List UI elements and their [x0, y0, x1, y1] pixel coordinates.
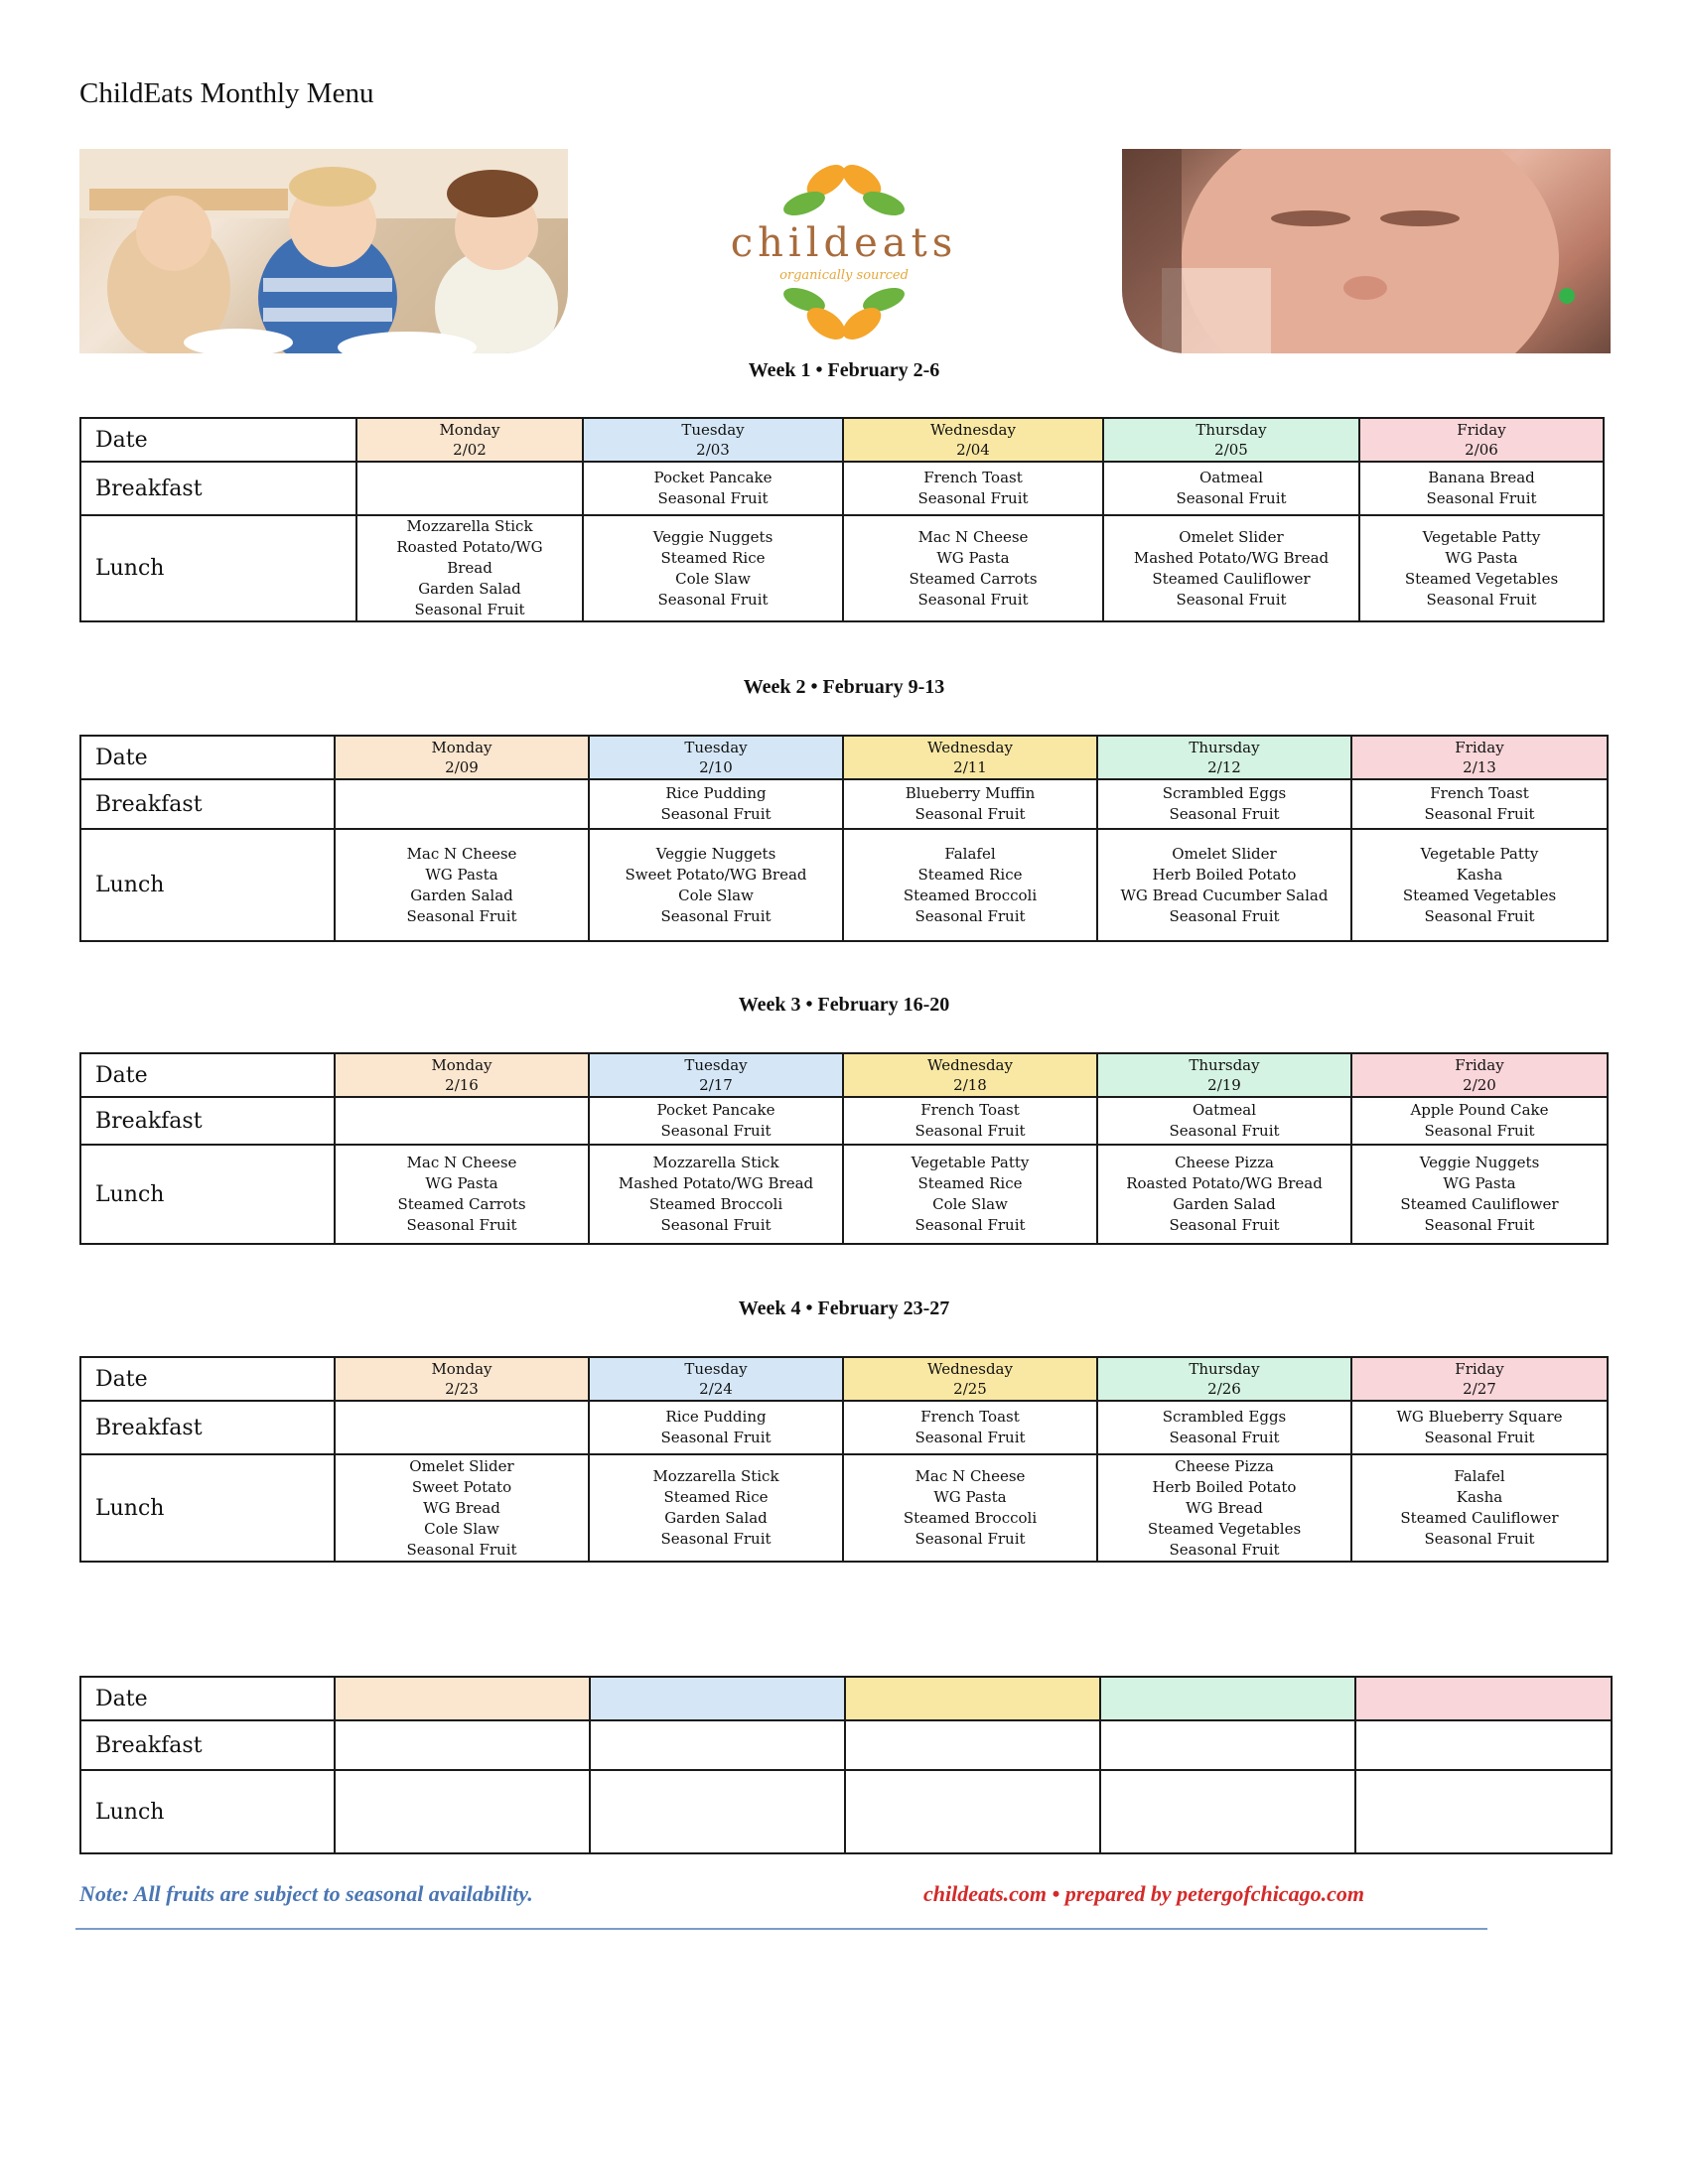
menu-item: Steamed Rice — [917, 865, 1023, 884]
menu-item: Steamed Vegetables — [1147, 1519, 1302, 1538]
day-date: 2/20 — [1463, 1076, 1496, 1094]
breakfast-cell-thursday — [1097, 1097, 1351, 1145]
menu-item: Steamed Cauliflower — [1400, 1195, 1559, 1213]
menu-item: WG Pasta — [425, 865, 498, 884]
week-3-title: Week 3 • February 16-20 — [738, 994, 950, 1016]
menu-item: Seasonal Fruit — [1424, 805, 1535, 823]
menu-item: Garden Salad — [410, 886, 513, 904]
breakfast-cell-thursday — [1097, 1401, 1351, 1454]
menu-item: Seasonal Fruit — [1424, 1429, 1535, 1446]
day-date: 2/10 — [699, 758, 733, 776]
breakfast-cell-wednesday — [843, 1401, 1097, 1454]
footer-divider — [75, 1928, 1487, 1930]
menu-item: Garden Salad — [1173, 1195, 1276, 1213]
menu-item: Seasonal Fruit — [406, 1216, 517, 1234]
day-name: Monday — [431, 739, 492, 756]
menu-item: Steamed Broccoli — [903, 1509, 1038, 1527]
menu-item: Kasha — [1456, 1488, 1503, 1506]
menu-item: WG Pasta — [425, 1174, 498, 1192]
menu-item: WG Pasta — [933, 1488, 1007, 1506]
breakfast-cell-thursday — [1103, 462, 1359, 515]
week-2-menu-table — [79, 735, 1609, 942]
lunch-cell-tuesday — [589, 1454, 843, 1562]
breakfast-cell-tuesday — [583, 462, 843, 515]
menu-item: Seasonal Fruit — [914, 1429, 1026, 1446]
day-name: Monday — [439, 421, 500, 439]
blank-breakfast-cell — [845, 1720, 1100, 1770]
menu-item: Mac N Cheese — [917, 527, 1029, 546]
menu-item: French Toast — [920, 1101, 1020, 1119]
menu-item: Seasonal Fruit — [1424, 1530, 1535, 1548]
menu-item: Steamed Rice — [917, 1174, 1023, 1192]
menu-item: WG Pasta — [936, 548, 1010, 567]
day-name: Friday — [1457, 421, 1506, 439]
day-header-wednesday — [843, 1053, 1097, 1097]
menu-item: Steamed Carrots — [397, 1195, 526, 1213]
day-header-wednesday — [843, 418, 1103, 462]
blank-lunch-cell — [590, 1770, 845, 1853]
page-title: ChildEats Monthly Menu — [79, 77, 374, 109]
week-4-menu-table — [79, 1356, 1609, 1563]
day-header-monday — [335, 1053, 589, 1097]
day-name: Tuesday — [684, 739, 748, 756]
day-header-tuesday — [589, 1053, 843, 1097]
menu-item: Seasonal Fruit — [1426, 590, 1537, 609]
date-label: Date — [80, 1053, 335, 1097]
menu-item: WG Bread Cucumber Salad — [1120, 886, 1329, 904]
blank-date-cell-monday — [335, 1677, 590, 1720]
lunch-label: Lunch — [80, 1145, 335, 1244]
menu-item: Steamed Rice — [663, 1488, 769, 1506]
day-name: Thursday — [1189, 1056, 1260, 1074]
breakfast-cell-wednesday — [843, 462, 1103, 515]
day-date: 2/25 — [953, 1380, 987, 1398]
menu-item: Cheese Pizza — [1175, 1456, 1274, 1475]
day-name: Wednesday — [927, 739, 1013, 756]
day-date: 2/26 — [1207, 1380, 1241, 1398]
menu-item: Herb Boiled Potato — [1152, 1477, 1297, 1496]
menu-item: Seasonal Fruit — [660, 805, 772, 823]
menu-item: Rice Pudding — [665, 784, 767, 802]
blank-menu-table — [79, 1676, 1613, 1854]
day-header-monday — [335, 736, 589, 779]
blank-breakfast-cell — [1100, 1720, 1355, 1770]
date-label: Date — [80, 1357, 335, 1401]
lunch-cell-friday — [1359, 515, 1604, 621]
menu-item: Garden Salad — [418, 580, 521, 598]
menu-item: Roasted Potato/WG Bread — [1126, 1174, 1323, 1192]
child-face-illustration — [1122, 149, 1611, 353]
day-name: Wednesday — [930, 421, 1016, 439]
menu-item: Seasonal Fruit — [660, 906, 772, 925]
breakfast-label: Breakfast — [80, 1720, 335, 1770]
menu-item: Seasonal Fruit — [414, 601, 525, 618]
breakfast-cell-thursday — [1097, 779, 1351, 829]
menu-item: Vegetable Patty — [1422, 527, 1541, 546]
day-name: Friday — [1455, 739, 1504, 756]
menu-item: Cole Slaw — [424, 1519, 499, 1538]
footer-credit: childeats.com • prepared by petergofchicago.com — [923, 1881, 1364, 1906]
menu-item: Pocket Pancake — [656, 1101, 775, 1119]
day-name: Friday — [1455, 1056, 1504, 1074]
day-date: 2/03 — [696, 441, 730, 459]
day-header-wednesday — [843, 1357, 1097, 1401]
breakfast-cell-friday — [1351, 779, 1608, 829]
lunch-label: Lunch — [80, 515, 356, 621]
blank-lunch-cell — [1100, 1770, 1355, 1853]
menu-item: Mozzarella Stick — [652, 1467, 779, 1485]
menu-item: Seasonal Fruit — [1424, 906, 1535, 925]
day-header-tuesday — [589, 736, 843, 779]
menu-item: Cole Slaw — [675, 569, 751, 588]
day-date: 2/17 — [699, 1076, 733, 1094]
menu-item: Seasonal Fruit — [660, 1429, 772, 1446]
lunch-cell-monday — [335, 829, 589, 941]
day-name: Tuesday — [684, 1056, 748, 1074]
footer-note: Note: All fruits are subject to seasonal availability. — [79, 1881, 533, 1906]
menu-item: Scrambled Eggs — [1162, 784, 1287, 802]
breakfast-cell-friday — [1351, 1401, 1608, 1454]
menu-item: Veggie Nuggets — [652, 527, 774, 546]
menu-item: Seasonal Fruit — [660, 1530, 772, 1548]
menu-item: Falafel — [944, 844, 996, 863]
breakfast-label: Breakfast — [80, 779, 335, 829]
lunch-label: Lunch — [80, 1454, 335, 1562]
menu-item: Seasonal Fruit — [914, 906, 1026, 925]
day-date: 2/18 — [953, 1076, 987, 1094]
menu-item: Seasonal Fruit — [1169, 1216, 1280, 1234]
day-date: 2/24 — [699, 1380, 733, 1398]
week-1-menu-table — [79, 417, 1605, 622]
breakfast-cell-friday — [1359, 462, 1604, 515]
menu-item: WG Bread — [423, 1498, 500, 1517]
menu-item: Seasonal Fruit — [917, 590, 1029, 609]
lunch-cell-thursday — [1097, 1145, 1351, 1244]
menu-item: Steamed Broccoli — [648, 1195, 783, 1213]
menu-item: Seasonal Fruit — [1176, 489, 1287, 507]
blank-date-cell-tuesday — [590, 1677, 845, 1720]
day-date: 2/12 — [1207, 758, 1241, 776]
menu-item: Kasha — [1456, 865, 1503, 884]
day-name: Thursday — [1196, 421, 1267, 439]
day-header-tuesday — [589, 1357, 843, 1401]
menu-item: Seasonal Fruit — [1176, 590, 1287, 609]
lunch-cell-tuesday — [589, 1145, 843, 1244]
menu-item: Omelet Slider — [1179, 527, 1284, 546]
menu-item: Sweet Potato — [411, 1477, 512, 1496]
menu-item: Rice Pudding — [665, 1408, 767, 1426]
day-date: 2/11 — [953, 758, 987, 776]
breakfast-label: Breakfast — [80, 1401, 335, 1454]
menu-item: Seasonal Fruit — [1169, 805, 1280, 823]
menu-item: WG Bread — [1186, 1498, 1263, 1517]
menu-item: Mashed Potato/WG Bread — [1133, 548, 1330, 567]
day-date: 2/13 — [1463, 758, 1496, 776]
day-date: 2/09 — [445, 758, 479, 776]
menu-item: Steamed Vegetables — [1404, 569, 1559, 588]
menu-item: Banana Bread — [1428, 469, 1535, 486]
date-label: Date — [80, 1677, 335, 1720]
week-4-title: Week 4 • February 23-27 — [738, 1297, 950, 1319]
menu-item: Seasonal Fruit — [914, 1122, 1026, 1140]
lunch-cell-wednesday — [843, 1454, 1097, 1562]
menu-item: Omelet Slider — [409, 1456, 514, 1475]
menu-item: Seasonal Fruit — [406, 906, 517, 925]
menu-item: Scrambled Eggs — [1162, 1408, 1287, 1426]
date-label: Date — [80, 736, 335, 779]
day-header-friday — [1351, 1357, 1608, 1401]
breakfast-cell-friday — [1351, 1097, 1608, 1145]
menu-item: Seasonal Fruit — [406, 1540, 517, 1559]
menu-item: Veggie Nuggets — [1419, 1154, 1540, 1171]
menu-item: French Toast — [1430, 784, 1529, 802]
children-eating-photo — [79, 149, 568, 353]
menu-item: Omelet Slider — [1172, 844, 1277, 863]
logo-tagline: organically sourced — [779, 268, 909, 283]
blank-date-cell-wednesday — [845, 1677, 1100, 1720]
child-face-photo — [1122, 149, 1611, 353]
lunch-cell-wednesday — [843, 515, 1103, 621]
menu-item: Steamed Cauliflower — [1400, 1509, 1559, 1527]
lunch-cell-thursday — [1097, 829, 1351, 941]
blank-date-cell-thursday — [1100, 1677, 1355, 1720]
day-date: 2/05 — [1214, 441, 1248, 459]
menu-item: Mac N Cheese — [406, 1154, 517, 1171]
day-date: 2/02 — [453, 441, 487, 459]
menu-item: French Toast — [920, 1408, 1020, 1426]
menu-item: Seasonal Fruit — [1169, 1540, 1280, 1559]
breakfast-cell-monday — [356, 462, 583, 515]
menu-item: Apple Pound Cake — [1410, 1101, 1549, 1119]
lunch-cell-thursday — [1097, 1454, 1351, 1562]
day-header-friday — [1359, 418, 1604, 462]
blank-breakfast-cell — [590, 1720, 845, 1770]
menu-item: Steamed Vegetables — [1402, 886, 1557, 904]
menu-item: Veggie Nuggets — [655, 844, 776, 863]
day-date: 2/19 — [1207, 1076, 1241, 1094]
menu-item: Seasonal Fruit — [1426, 489, 1537, 507]
menu-item: Seasonal Fruit — [914, 805, 1026, 823]
day-date: 2/27 — [1463, 1380, 1496, 1398]
menu-item: Oatmeal — [1198, 469, 1264, 486]
lunch-cell-monday — [335, 1145, 589, 1244]
menu-item: Cole Slaw — [678, 886, 754, 904]
breakfast-cell-wednesday — [843, 1097, 1097, 1145]
breakfast-cell-tuesday — [589, 779, 843, 829]
day-date: 2/16 — [445, 1076, 479, 1094]
day-header-thursday — [1097, 736, 1351, 779]
menu-item: Mac N Cheese — [914, 1467, 1026, 1485]
day-header-tuesday — [583, 418, 843, 462]
day-header-friday — [1351, 1053, 1608, 1097]
day-date: 2/23 — [445, 1380, 479, 1398]
day-date: 2/06 — [1465, 441, 1498, 459]
day-date: 2/04 — [956, 441, 990, 459]
lunch-cell-thursday — [1103, 515, 1359, 621]
breakfast-cell-tuesday — [589, 1097, 843, 1145]
menu-item: Seasonal Fruit — [657, 489, 769, 507]
week-3-menu-table — [79, 1052, 1609, 1245]
menu-item: Seasonal Fruit — [917, 489, 1029, 507]
lunch-cell-friday — [1351, 829, 1608, 941]
lunch-cell-friday — [1351, 1454, 1608, 1562]
breakfast-cell-tuesday — [589, 1401, 843, 1454]
lunch-cell-wednesday — [843, 1145, 1097, 1244]
day-name: Tuesday — [684, 1360, 748, 1378]
breakfast-cell-monday — [335, 1097, 589, 1145]
day-header-monday — [356, 418, 583, 462]
menu-item: Falafel — [1454, 1467, 1505, 1485]
day-header-thursday — [1097, 1053, 1351, 1097]
blank-breakfast-cell — [1355, 1720, 1612, 1770]
lunch-cell-friday — [1351, 1145, 1608, 1244]
menu-item: Vegetable Patty — [911, 1154, 1030, 1171]
menu-item: Blueberry Muffin — [905, 784, 1036, 802]
menu-item: Mashed Potato/WG Bread — [618, 1174, 814, 1192]
day-name: Monday — [431, 1056, 492, 1074]
menu-item: Steamed Carrots — [909, 569, 1038, 588]
menu-item: Garden Salad — [664, 1509, 768, 1527]
lunch-cell-monday — [356, 515, 583, 621]
menu-item: Vegetable Patty — [1420, 844, 1539, 863]
blank-lunch-cell — [845, 1770, 1100, 1853]
blank-breakfast-cell — [335, 1720, 590, 1770]
menu-item: Steamed Broccoli — [903, 886, 1038, 904]
week-1-title: Week 1 • February 2-6 — [748, 359, 940, 381]
blank-date-cell-friday — [1355, 1677, 1612, 1720]
day-header-thursday — [1103, 418, 1359, 462]
day-name: Thursday — [1189, 739, 1260, 756]
lunch-cell-monday — [335, 1454, 589, 1562]
menu-item: Mozzarella Stick — [406, 517, 533, 535]
menu-item: Cole Slaw — [932, 1195, 1008, 1213]
menu-item: Seasonal Fruit — [1424, 1216, 1535, 1234]
day-header-wednesday — [843, 736, 1097, 779]
children-eating-illustration — [79, 149, 568, 353]
blank-lunch-cell — [1355, 1770, 1612, 1853]
day-name: Wednesday — [927, 1056, 1013, 1074]
menu-item: WG Pasta — [1443, 1174, 1516, 1192]
menu-item: Seasonal Fruit — [1169, 1122, 1280, 1140]
menu-item: Seasonal Fruit — [1424, 1122, 1535, 1140]
logo-wordmark: childeats — [730, 220, 958, 266]
breakfast-cell-monday — [335, 779, 589, 829]
day-header-monday — [335, 1357, 589, 1401]
day-header-friday — [1351, 736, 1608, 779]
menu-item: Mac N Cheese — [406, 844, 517, 863]
day-name: Tuesday — [681, 421, 745, 439]
day-name: Thursday — [1189, 1360, 1260, 1378]
lunch-cell-tuesday — [589, 829, 843, 941]
menu-item: Mozzarella Stick — [652, 1154, 779, 1171]
menu-item: Steamed Cauliflower — [1152, 569, 1311, 588]
day-name: Monday — [431, 1360, 492, 1378]
menu-item: Seasonal Fruit — [914, 1216, 1026, 1234]
menu-item: Oatmeal — [1192, 1101, 1257, 1119]
menu-item: Steamed Rice — [660, 548, 766, 567]
menu-item: Cheese Pizza — [1175, 1154, 1274, 1171]
menu-item: Seasonal Fruit — [657, 590, 769, 609]
menu-item: WG Pasta — [1445, 548, 1518, 567]
lunch-label: Lunch — [80, 1770, 335, 1853]
menu-item: Seasonal Fruit — [660, 1216, 772, 1234]
menu-item: Sweet Potato/WG Bread — [625, 865, 807, 884]
menu-item: Seasonal Fruit — [660, 1122, 772, 1140]
week-2-title: Week 2 • February 9-13 — [743, 676, 945, 698]
breakfast-label: Breakfast — [80, 1097, 335, 1145]
breakfast-label: Breakfast — [80, 462, 356, 515]
menu-item: Seasonal Fruit — [1169, 1429, 1280, 1446]
menu-item: Bread — [447, 559, 492, 577]
menu-item: French Toast — [923, 469, 1023, 486]
day-name: Friday — [1455, 1360, 1504, 1378]
breakfast-cell-wednesday — [843, 779, 1097, 829]
day-name: Wednesday — [927, 1360, 1013, 1378]
breakfast-cell-monday — [335, 1401, 589, 1454]
day-header-thursday — [1097, 1357, 1351, 1401]
lunch-cell-wednesday — [843, 829, 1097, 941]
childeats-logo — [695, 149, 993, 357]
blank-lunch-cell — [335, 1770, 590, 1853]
menu-item: Pocket Pancake — [653, 469, 773, 486]
menu-item: Herb Boiled Potato — [1152, 865, 1297, 884]
menu-item: Seasonal Fruit — [1169, 906, 1280, 925]
date-label: Date — [80, 418, 356, 462]
menu-item: WG Blueberry Square — [1396, 1408, 1563, 1426]
menu-item: Seasonal Fruit — [914, 1530, 1026, 1548]
lunch-label: Lunch — [80, 829, 335, 941]
menu-item: Roasted Potato/WG — [396, 538, 543, 556]
lunch-cell-tuesday — [583, 515, 843, 621]
